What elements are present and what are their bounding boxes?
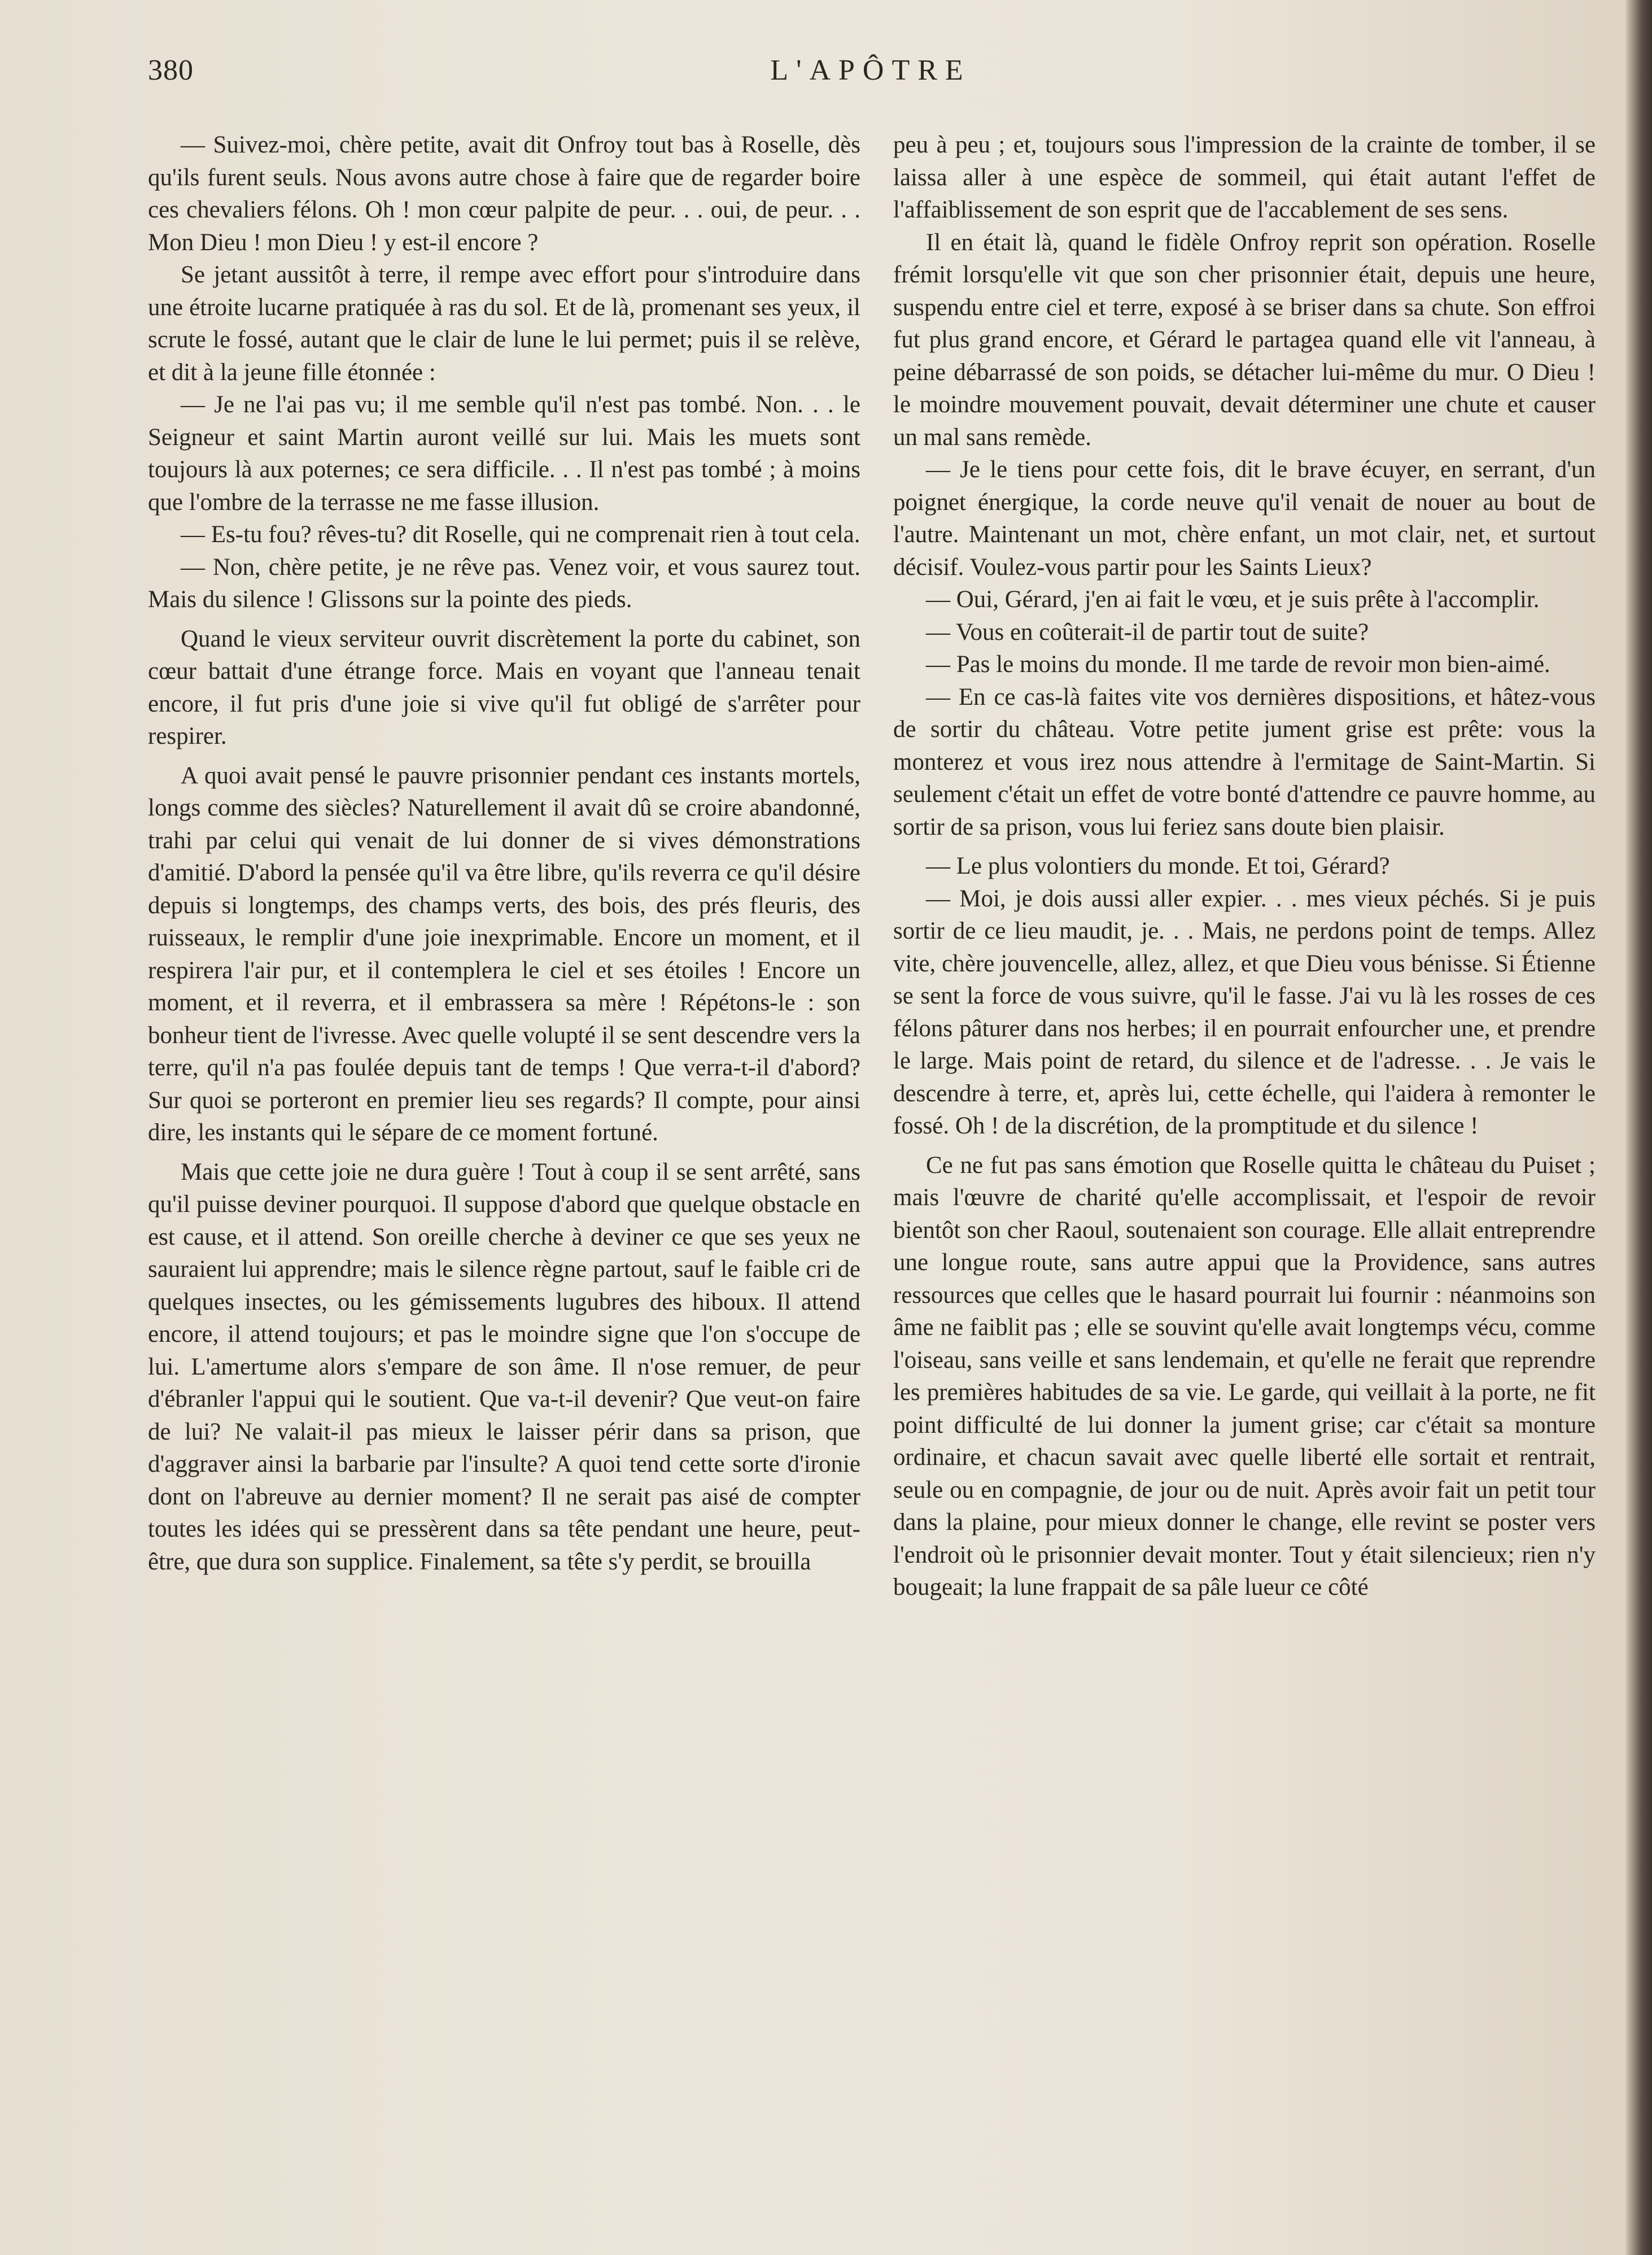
paragraph: A quoi avait pensé le pauvre prisonnier pendant ces instants mortels, longs comme des siècles? Naturellement il avait dû se croire abandonné, trahi par celui qui venait de lui donner de si vives démonstrations d'amitié. D'abord la pensée qu'il va être libre, qu'ils reverra ce qu'il désire depuis si longtemps, des champs verts, des bois, des prés fleuris, des ruisseaux, le remplir d'une joie inexprimable. Encore un moment, et il respirera l'air pur, et il contemplera le ciel et ses étoiles ! Encore un moment, et il reverra, et il embrassera sa mère ! Répétons-le : son bonheur tient de l'ivresse. Avec quelle volupté il se sent descendre vers la terre, qu'il n'a pas foulée depuis tant de temps ! Que verra-t-il d'abord? Sur quoi se porteront en premier lieu ses regards? Il compte, pour ainsi dire, les instants qui le sépare de ce moment fortuné. [148,762,860,1146]
page-edge-shadow [1626,0,1652,2255]
paragraph: — Je ne l'ai pas vu; il me semble qu'il n'est pas tombé. Non. . . le Seigneur et saint Martin auront veillé sur lui. Mais les muets sont toujours là aux poternes; ce sera difficile. . . Il n'est pas tombé ; à moins que l'ombre de la terrasse ne me fasse illusion. [148,391,860,516]
paragraph: Quand le vieux serviteur ouvrit discrètement la porte du cabinet, son cœur battait d'une étrange force. Mais en voyant que l'anneau tenait encore, il fut pris d'une joie si vive qu'il fut obligé de s'arrêter pour respirer. [148,625,860,749]
paragraph: Mais que cette joie ne dura guère ! Tout à coup il se sent arrêté, sans qu'il puisse deviner pourquoi. Il suppose d'abord que quelque obstacle en est cause, et il attend. Son oreille cherche à deviner ce que ses yeux ne sauraient lui apprendre; mais le silence règne partout, sauf le faible cri de quelques insectes, ou les gémissements lugubres des hiboux. Il attend encore, il attend toujours; et pas le moindre signe que l'on s'occupe de lui. L'amertume alors s'empare de son âme. Il n'ose remuer, de peur d'ébranler l'appui qui le soutient. Que va-t-il devenir? Que veut-on faire de lui? Ne valait-il pas mieux le laisser périr dans sa prison, que d'aggraver ainsi la barbarie par l'insulte? A quoi tend cette sorte d'ironie dont on l'abreuve au dernier moment? Il ne serait pas aisé de compter toutes les idées qui se pressèrent dans sa tête pendant une heure, peut-être, que dura son supplice. Finalement, sa tête s'y perdit, se brouilla [148,1158,860,1575]
running-title: L'APÔTRE [770,54,971,86]
right-text-column [893,129,1596,2162]
page-number: 380 [148,54,194,86]
left-text-column [148,129,860,2162]
page-header [148,54,1593,99]
paragraph: — En ce cas-là faites vite vos dernières dispositions, et hâtez-vous de sortir du château. Votre petite jument grise est prête: vous la monterez et vous irez nous attendre à l'ermitage de Saint-Martin. Si seulement c'était un effet de votre bonté d'attendre ce pauvre homme, au sortir de sa prison, vous lui feriez sans doute bien plaisir. [893,683,1596,840]
paragraph: peu à peu ; et, toujours sous l'impression de la crainte de tomber, il se laissa aller à une espèce de sommeil, qui était autant l'effet de l'affaiblissement de son esprit que de l'accablement de ses sens. [893,132,1596,223]
paragraph: — Je le tiens pour cette fois, dit le brave écuyer, en serrant, d'un poignet énergique, la corde neuve qu'il venait de nouer au bout de l'autre. Maintenant un mot, chère enfant, un mot clair, net, et surtout décisif. Voulez-vous partir pour les Saints Lieux? [893,456,1596,581]
paragraph: — Vous en coûterait-il de partir tout de suite? [926,618,1369,645]
paragraph: — Es-tu fou? rêves-tu? dit Roselle, qui ne comprenait rien à tout cela. [181,521,860,548]
paragraph: — Oui, Gérard, j'en ai fait le vœu, et je suis prête à l'accomplir. [926,586,1540,613]
paragraph: — Le plus volontiers du monde. Et toi, Gérard? [926,853,1390,879]
paragraph: Il en était là, quand le fidèle Onfroy reprit son opération. Roselle frémit lorsqu'elle vit que son cher prisonnier était, depuis une heure, suspendu entre ciel et terre, exposé à se briser dans sa chute. Son effroi fut plus grand encore, et Gérard le partagea quand elle vit l'anneau, à peine débarrassé de son poids, se détacher lui-même du mur. O Dieu ! le moindre mouvement pouvait, devait déterminer une chute et causer un mal sans remède. [893,229,1596,451]
paragraph: — Non, chère petite, je ne rêve pas. Venez voir, et vous saurez tout. Mais du silence ! Glissons sur la pointe des pieds. [148,553,860,613]
paragraph: — Suivez-moi, chère petite, avait dit Onfroy tout bas à Roselle, dès qu'ils furent seuls. Nous avons autre chose à faire que de regarder boire ces chevaliers félons. Oh ! mon cœur palpite de peur. . . oui, de peur. . . Mon Dieu ! mon Dieu ! y est-il encore ? [148,132,860,256]
paragraph: — Moi, je dois aussi aller expier. . . mes vieux péchés. Si je puis sortir de ce lieu maudit, je. . . Mais, ne perdons point de temps. Allez vite, chère jouvencelle, allez, allez, et que Dieu vous bénisse. Si Étienne se sent la force de vous suivre, qu'il le fasse. J'ai vu là les rosses de ces félons pâturer dans nos herbes; il en pourrait enfourcher une, et prendre le large. Mais point de retard, du silence et de l'adresse. . . Je vais le descendre à terre, et, après lui, cette échelle, qui l'aidera à remonter le fossé. Oh ! de la discrétion, de la promptitude et du silence ! [893,885,1596,1139]
paragraph: Se jetant aussitôt à terre, il rempe avec effort pour s'introduire dans une étroite lucarne pratiquée à ras du sol. Et de là, promenant ses yeux, il scrute le fossé, autant que le clair de lune le lui permet; puis il se relève, et dit à la jeune fille étonnée : [148,261,860,386]
paragraph: Ce ne fut pas sans émotion que Roselle quitta le château du Puiset ; mais l'œuvre de charité qu'elle accomplissait, et l'espoir de revoir bientôt son cher Raoul, soutenaient son courage. Elle allait entreprendre une longue route, sans autre appui que la Providence, sans autres ressources que celles que le hasard pourrait lui fournir : néanmoins son âme ne faiblit pas ; elle se souvint qu'elle avait longtemps vécu, comme l'oiseau, sans veille et sans lendemain, et qu'elle ne ferait que reprendre les premières habitudes de sa vie. Le garde, qui veillait à la porte, ne fit point difficulté de lui donner la jument grise; car c'était sa monture ordinaire, et chacun savait avec quelle liberté elle sortait et rentrait, seule ou en compagnie, de jour ou de nuit. Après avoir fait un petit tour dans la plaine, pour mieux donner le change, elle revint se poster vers l'endroit où le prisonnier devait monter. Tout y était silencieux; rien n'y bougeait; la lune frappait de sa pâle lueur ce côté [893,1152,1596,1600]
paragraph: — Pas le moins du monde. Il me tarde de revoir mon bien-aimé. [926,651,1550,678]
